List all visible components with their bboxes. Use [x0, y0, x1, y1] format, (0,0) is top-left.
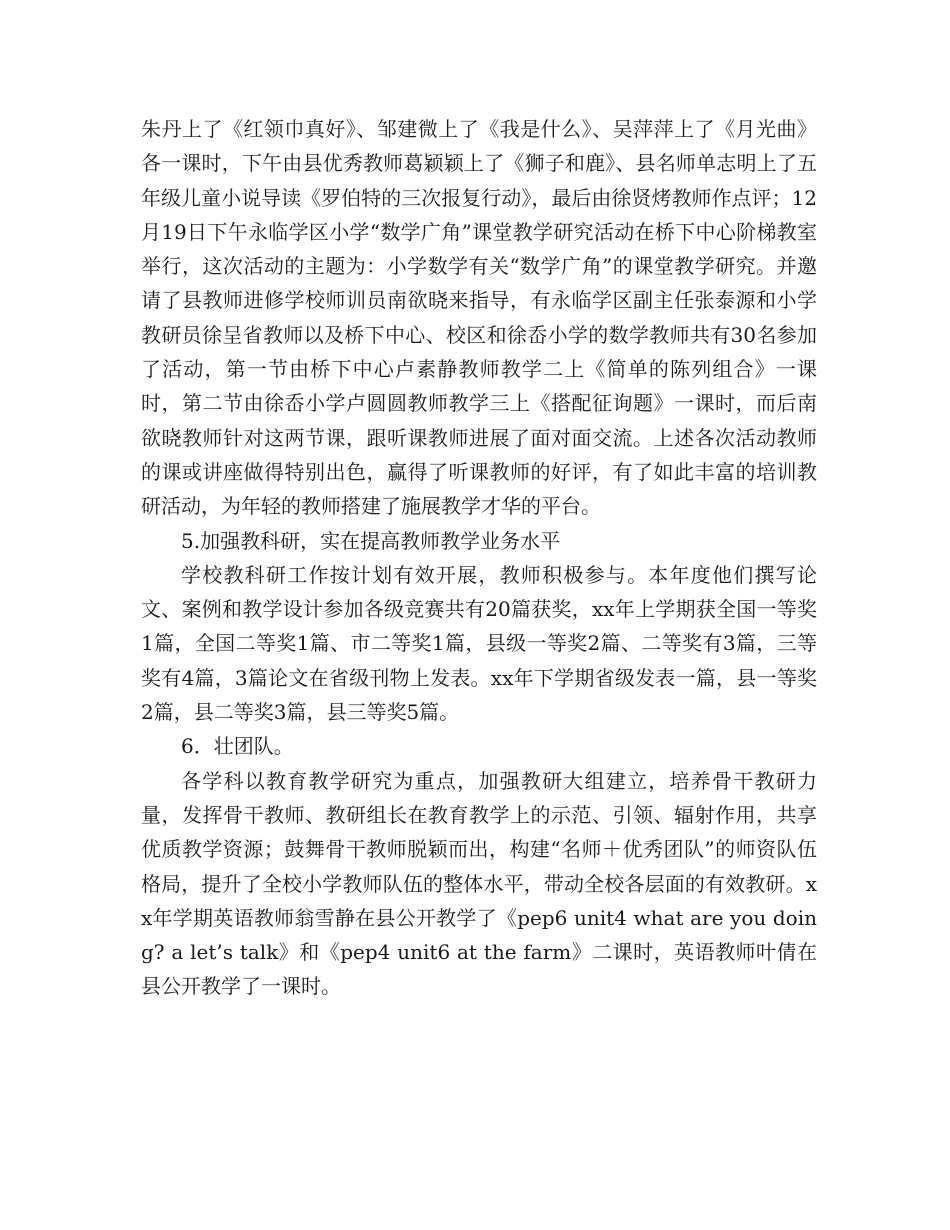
- section-heading-team: 6．壮团队。: [181, 734, 294, 759]
- document-body: [141, 112, 817, 1004]
- paragraph-teaching-activities: 朱丹上了《红领巾真好》、邹建微上了《我是什么》、吴萍萍上了《月光曲》各一课时，下午由县优秀教师葛颖颖上了《狮子和鹿》、县名师单志明上了五年级儿童小说导读《罗伯特的三次报复行动》，最后由徐贤烤教师作点评；12月19日下午永临学区小学“数学广角”课堂教学研究活动在桥下中心阶梯教室举行，这次活动的主题为：小学数学有关“数学广角”的课堂教学研究。并邀请了县教师进修学校师训员南欲晓来指导，有永临学区副主任张泰源和小学教研员徐呈省教师以及桥下中心、校区和徐岙小学的数学教师共有30名参加了活动，第一节由桥下中心卢素静教师教学二上《简单的陈列组合》一课时，第二节由徐岙小学卢圆圆教师教学三上《搭配征询题》一课时，而后南欲晓教师针对这两节课，跟听课教师进展了面对面交流。上述各次活动教师的课或讲座做得特别出色，赢得了听课教师的好评，有了如此丰富的培训教研活动，为年轻的教师搭建了施展教学才华的平台。: [141, 117, 817, 519]
- paragraph-team-building: 各学科以教育教学研究为重点，加强教研大组建立，培养骨干教研力量，发挥骨干教师、教研组长在教育教学上的示范、引领、辐射作用，共享优质教学资源；鼓舞骨干教师脱颖而出，构建“名师＋优秀团队”的师资队伍格局，提升了全校小学教师队伍的整体水平，带动全校各层面的有效教研。xx年学期英语教师翁雪静在县公开教学了《pep6 unit4 what are you doing? a let’s talk》和《pep4 unit6 at the farm》二课时，英语教师叶倩在县公开教学了一课时。: [141, 768, 817, 999]
- paragraph-research-awards: 学校教科研工作按计划有效开展，教师积极参与。本年度他们撰写论文、案例和教学设计参加各级竞赛共有20篇获奖，xx年上学期获全国一等奖1篇，全国二等奖1篇、市二等奖1篇，县级一等奖2篇、二等奖有3篇，三等奖有4篇，3篇论文在省级刊物上发表。xx年下学期省级发表一篇，县一等奖2篇，县二等奖3篇，县三等奖5篇。: [141, 562, 817, 725]
- section-heading-research: 5.加强教科研，实在提高教师教学业务水平: [181, 528, 561, 553]
